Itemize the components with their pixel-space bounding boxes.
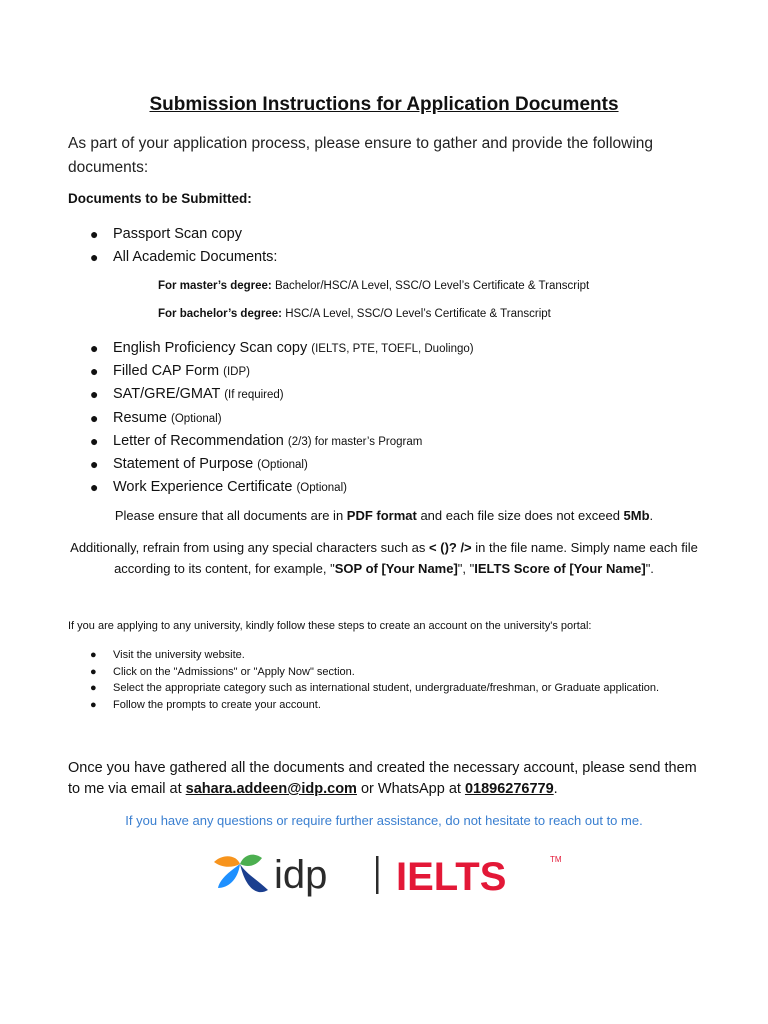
bullet-icon: ● xyxy=(90,432,99,449)
note-emphasis: PDF format xyxy=(346,508,417,523)
item-note: (IELTS, PTE, TOEFL, Duolingo) xyxy=(311,343,474,355)
sub-item-text: Bachelor/HSC/A Level, SSC/O Level’s Certificate & Transcript xyxy=(274,280,590,292)
bullet-icon: ● xyxy=(90,698,97,711)
idp-ielts-logo xyxy=(210,848,570,904)
trademark-mark: TM xyxy=(550,855,562,864)
item-note: (If required) xyxy=(224,389,284,402)
bullet-icon: ● xyxy=(90,649,97,661)
list-item xyxy=(68,361,474,384)
step-text: Visit the university website. xyxy=(113,649,245,661)
note-emphasis: IELTS Score of [Your Name] xyxy=(474,561,646,576)
closing-paragraph xyxy=(68,758,708,800)
whatsapp-link[interactable]: 01896276779 xyxy=(464,781,554,797)
step-text: Follow the prompts to create your account. xyxy=(113,698,321,711)
note-emphasis: < ()? /> xyxy=(429,540,472,555)
list-item xyxy=(68,665,688,681)
item-label: Passport Scan copy xyxy=(113,226,242,242)
sub-item-label: For master’s degree: xyxy=(158,280,272,292)
note-text: . xyxy=(649,508,654,523)
list-item xyxy=(68,408,474,431)
item-label: Work Experience Certificate xyxy=(113,479,297,496)
bullet-icon: ● xyxy=(90,249,99,265)
bullet-icon: ● xyxy=(90,455,99,472)
list-item xyxy=(68,224,277,247)
item-label: Filled CAP Form xyxy=(113,363,224,380)
sub-item-label: For bachelor’s degree: xyxy=(158,308,282,320)
item-label: English Proficiency Scan copy xyxy=(113,340,312,356)
logo-divider xyxy=(376,856,379,894)
intro-paragraph: As part of your application process, please ensure to gather and provide the following documents: xyxy=(68,135,654,176)
special-characters-note xyxy=(68,537,700,579)
pdf-format-note xyxy=(0,508,768,523)
idp-wordmark: idp xyxy=(274,853,328,897)
bullet-icon: ● xyxy=(90,340,99,356)
page-title: Submission Instructions for Application Documents xyxy=(149,94,619,115)
step-text: Click on the "Admissions" or "Apply Now" section. xyxy=(113,665,355,678)
bullet-icon: ● xyxy=(90,665,97,678)
bullet-icon: ● xyxy=(90,363,99,380)
list-item xyxy=(68,698,688,714)
note-emphasis: SOP of [Your Name] xyxy=(334,561,458,576)
step-text: Select the appropriate category such as international student, undergraduate/freshman, or Graduate application. xyxy=(113,682,660,694)
item-label: Letter of Recommendation xyxy=(113,432,288,449)
bullet-icon: ● xyxy=(90,386,99,403)
item-label: SAT/GRE/GMAT xyxy=(113,386,225,403)
bullet-icon: ● xyxy=(90,409,99,426)
item-note: (2/3) for master’s Program xyxy=(287,435,423,448)
closing-text: or WhatsApp at xyxy=(356,781,465,797)
note-text: and each file size does not exceed xyxy=(416,508,624,523)
documents-list-second xyxy=(68,338,474,500)
item-note: (Optional) xyxy=(296,482,347,495)
documents-heading: Documents to be Submitted: xyxy=(68,191,252,206)
note-text: Additionally, refrain from using any special characters such as xyxy=(70,540,430,555)
academic-sub-item-masters xyxy=(158,280,589,292)
academic-sub-item-bachelors xyxy=(158,308,551,320)
item-label: All Academic Documents: xyxy=(113,249,278,265)
bullet-icon: ● xyxy=(90,479,99,496)
note-text: in the file name. Simply name each file according to its content, for example, " xyxy=(114,540,698,576)
documents-list-first xyxy=(68,224,277,270)
closing-text: . xyxy=(553,781,558,797)
note-text: ". xyxy=(645,561,654,576)
sub-item-text: HSC/A Level, SSC/O Level’s Certificate & Transcript xyxy=(285,308,551,320)
bullet-icon: ● xyxy=(90,226,99,242)
item-note: (Optional) xyxy=(171,412,222,425)
note-text: ", " xyxy=(457,561,475,576)
portal-intro: If you are applying to any university, kindly follow these steps to create an account on the university's portal: xyxy=(68,620,592,632)
idp-leaf-icon xyxy=(214,855,268,893)
item-note: (IDP) xyxy=(223,366,250,379)
assistance-note: If you have any questions or require further assistance, do not hesitate to reach out to me. xyxy=(125,813,643,828)
ielts-wordmark: IELTS xyxy=(396,855,507,899)
email-link[interactable]: sahara.addeen@idp.com xyxy=(185,781,357,797)
closing-text: Once you have gathered all the documents and created the necessary account, please send them to me via email at xyxy=(68,760,697,797)
list-item xyxy=(68,384,474,407)
item-label: Resume xyxy=(113,409,172,426)
list-item xyxy=(68,431,474,454)
item-label: Statement of Purpose xyxy=(113,455,258,472)
list-item xyxy=(68,338,474,361)
bullet-icon: ● xyxy=(90,682,97,694)
list-item xyxy=(68,681,688,697)
note-emphasis: 5Mb xyxy=(623,508,650,523)
list-item xyxy=(68,454,474,477)
list-item xyxy=(68,247,277,270)
list-item xyxy=(68,648,688,664)
item-note: (Optional) xyxy=(257,458,308,471)
list-item xyxy=(68,477,474,500)
note-text: Please ensure that all documents are in xyxy=(114,508,347,523)
portal-steps-list xyxy=(68,648,688,714)
